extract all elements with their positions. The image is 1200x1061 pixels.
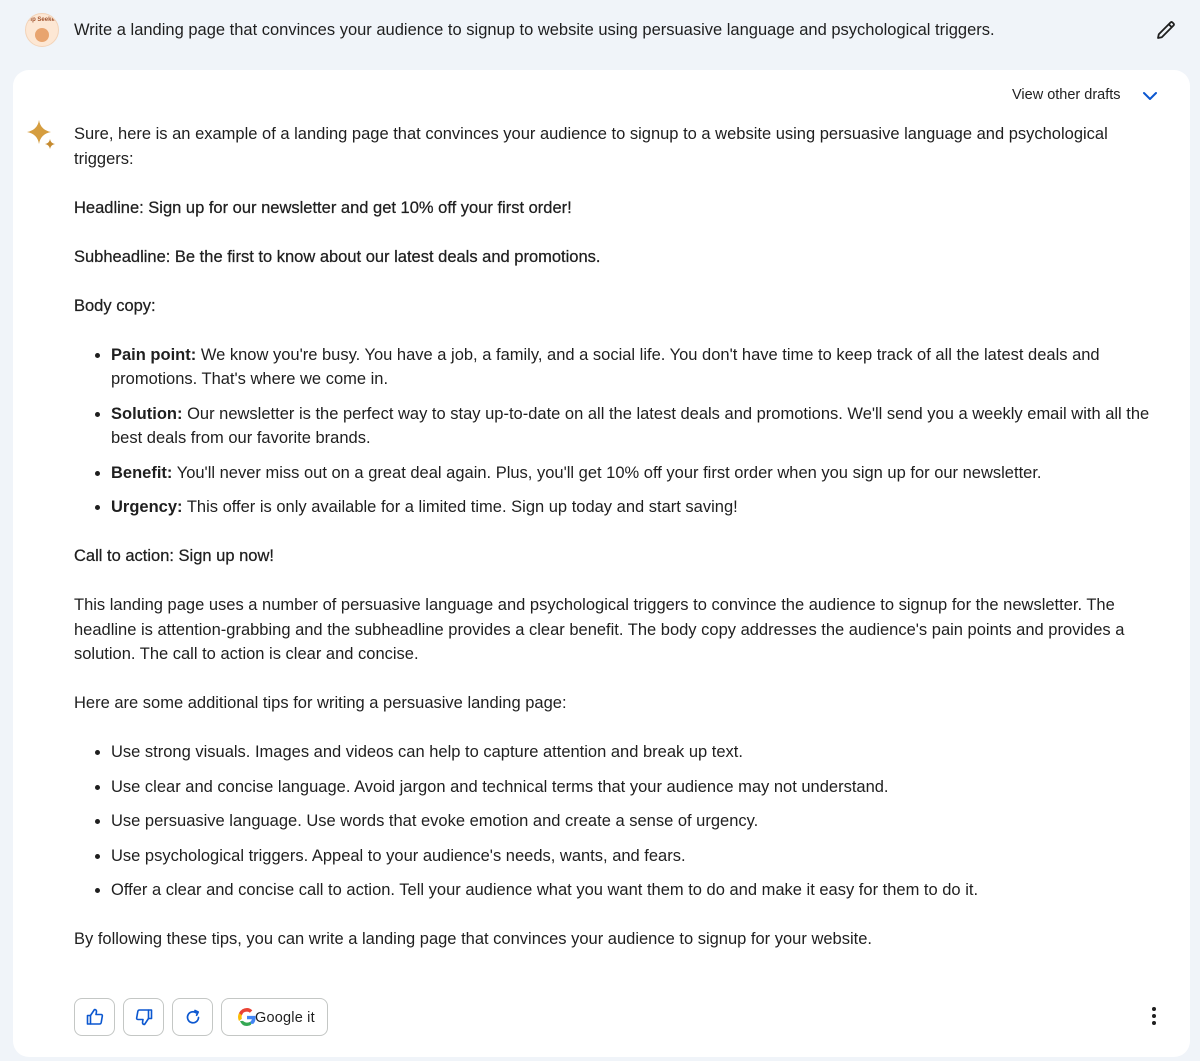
- list-item: • Use psychological triggers. Appeal to your audience's needs, wants, and fears.: [111, 844, 1154, 869]
- closing-text: By following these tips, you can write a landing page that convinces your audience to signup for your website.: [74, 930, 872, 948]
- prompt-text: Write a landing page that convinces your audience to signup to website using persuasive language and psychological triggers.: [74, 21, 995, 39]
- view-other-drafts-button[interactable]: View other drafts: [1012, 87, 1121, 103]
- thumbs-up-button[interactable]: [74, 998, 115, 1036]
- subheadline-text: Subheadline: Be the first to know about our latest deals and promotions.: [74, 247, 601, 266]
- avatar-text: Tip Seeker: [26, 17, 58, 23]
- list-item-label: Benefit:: [111, 463, 173, 482]
- list-item-text: You'll never miss out on a great deal again. Plus, you'll get 10% off your first order when you sign up for our newsletter.: [172, 463, 1042, 482]
- more-options-button[interactable]: [1142, 1004, 1166, 1028]
- list-item-label: Solution:: [111, 404, 183, 423]
- pencil-icon: [1154, 18, 1178, 42]
- list-item: • Use clear and concise language. Avoid jargon and technical terms that your audience may not understand.: [111, 775, 1154, 800]
- body-copy-label: Body copy:: [74, 296, 156, 315]
- tips-list: [74, 740, 1154, 903]
- list-item: [111, 495, 1154, 520]
- response-card: [13, 70, 1190, 1057]
- list-item: • Use strong visuals. Images and videos can help to capture attention and break up text.: [111, 740, 1154, 765]
- edit-prompt-button[interactable]: [1154, 18, 1178, 42]
- refresh-icon: [183, 1007, 203, 1027]
- list-item: [111, 343, 1154, 392]
- list-item-label: Pain point:: [111, 345, 197, 364]
- list-item-text: Our newsletter is the perfect way to stay up-to-date on all the latest deals and promotions. We'll send you a weekly email with all the best deals from our favorite brands.: [111, 404, 1150, 447]
- list-item: • Use persuasive language. Use words that evoke emotion and create a sense of urgency.: [111, 809, 1154, 834]
- tips-intro: Here are some additional tips for writing a persuasive landing page:: [74, 694, 567, 712]
- prompt-bar: [0, 0, 1200, 62]
- list-item: [111, 402, 1154, 451]
- thumbs-down-button[interactable]: [123, 998, 164, 1036]
- google-g-icon: [238, 1008, 256, 1026]
- more-vert-icon: [1142, 1004, 1166, 1028]
- avatar-face: [35, 28, 49, 42]
- list-item-label: Urgency:: [111, 498, 183, 516]
- call-to-action-text: Call to action: Sign up now!: [74, 547, 274, 565]
- list-item-text: This offer is only available for a limited time. Sign up today and start saving!: [182, 498, 738, 516]
- list-item: [111, 461, 1154, 486]
- list-item-text: We know you're busy. You have a job, a family, and a social life. You don't have time to keep track of all the latest deals and promotions. That's where we come in.: [111, 345, 1100, 388]
- user-avatar[interactable]: [25, 13, 59, 47]
- thumbs-up-icon: [85, 1007, 105, 1027]
- list-item: • Offer a clear and concise call to action. Tell your audience what you want them to do and make it easy for them to do it.: [111, 878, 1154, 903]
- sparkle-icon: [26, 119, 56, 151]
- chevron-down-icon[interactable]: [1140, 86, 1160, 106]
- headline-text: Headline: Sign up for our newsletter and get 10% off your first order!: [74, 198, 572, 217]
- explanation-text: This landing page uses a number of persuasive language and psychological triggers to convince the audience to signup for the newsletter. The headline is attention-grabbing and the subheadline provides a clear benefit. The body copy addresses the audience's pain points and provides a solution. The call to action is clear and concise.: [74, 596, 1125, 663]
- google-it-label: Google it: [255, 1010, 315, 1026]
- body-copy-list: [74, 343, 1154, 520]
- google-it-button[interactable]: [221, 998, 328, 1036]
- response-intro: Sure, here is an example of a landing page that convinces your audience to signup to a website using persuasive language and psychological triggers:: [74, 125, 1108, 168]
- regenerate-button[interactable]: [172, 998, 213, 1036]
- thumbs-down-icon: [134, 1007, 154, 1027]
- response-content: [74, 122, 1154, 976]
